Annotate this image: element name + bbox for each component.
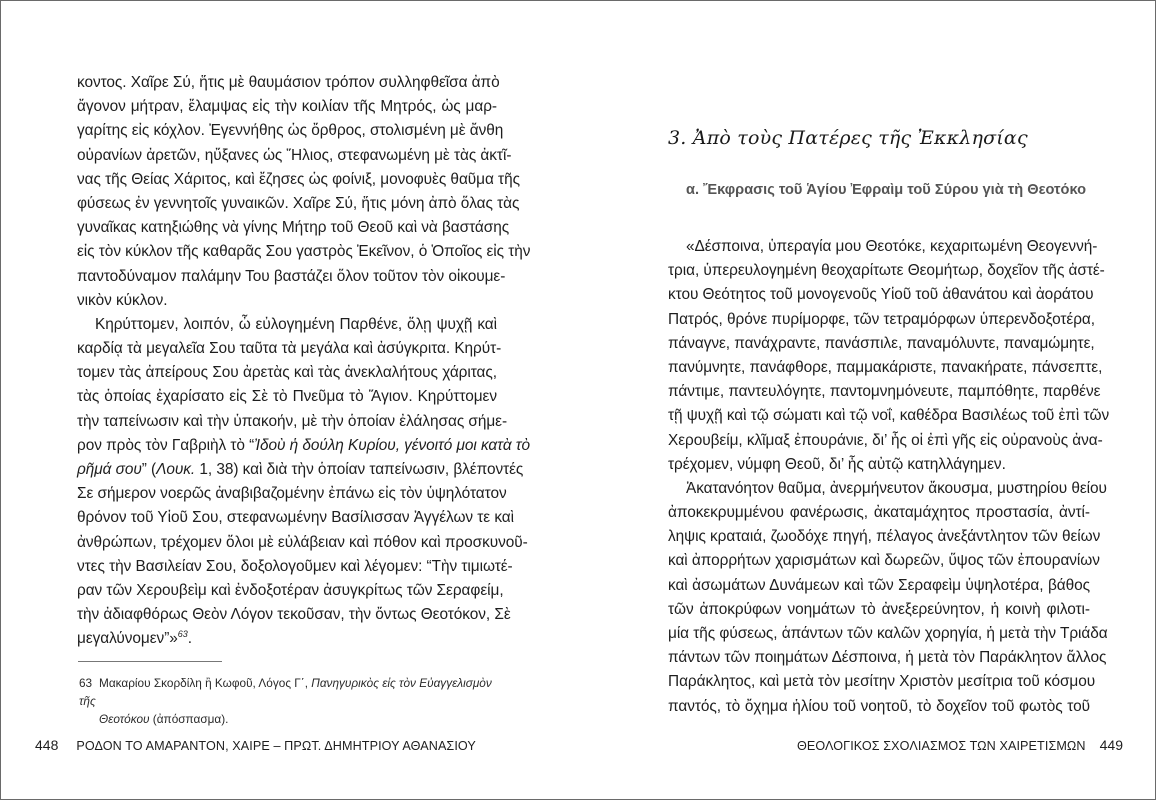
text-plain: ρον πρὸς τὸν Γαβριὴλ τὸ “ [77,436,255,454]
footnote-reference[interactable]: 63 [177,629,188,640]
text-line-quote-end [77,458,524,482]
text-line-quote [77,434,531,458]
text-line: ντες τὴν Βασιλείαν Σου, δοξολογοῦμεν καὶ λέγομεν: “Τὴν τιμιωτέ- [77,557,513,575]
text-line: Χερουβείμ, κλῖμαξ ἐπουράνιε, δι’ ἧς οἱ ἐπὶ γῆς εἰς οὐρανοὺς ἀνα- [668,431,1103,449]
footnote-continuation [79,710,509,728]
scripture-quote: Ἰδοὺ ἡ δούλη Κυρίου, γένοιτό μοι κατὰ τὸ [254,436,531,454]
text-line: Παράκλητος, καὶ μετὰ τὸν μεσίτην Χριστὸν μεσίτρια τοῦ κόσμου [668,673,1096,691]
footnote-number: 63 [79,676,93,690]
text-line: θρόνον τοῦ Υἱοῦ Σου, στεφανωμένην Βασίλισσαν Ἀγγέλων τε καὶ [77,509,515,527]
text-line: πανύμνητε, πανάφθορε, παμμακάριστε, πανακήρατε, πάνσεπτε, [668,358,1103,376]
text-plain: . [187,630,192,648]
right-page-body [668,235,1110,719]
text-line: καρδίᾳ τὰ μεγαλεῖα Σου ταῦτα τὰ μεγάλα καὶ ἀσύγκριτα. Κηρύτ- [77,340,502,358]
text-line: Κηρύττομεν, λοιπόν, ὦ εὐλογημένη Παρθένε, ὅλῃ ψυχῇ καὶ [95,315,497,333]
text-line: Ἀκατανόητον θαῦμα, ἀνερμήνευτον ἄκουσμα, μυστηρίου θείου [686,479,1107,497]
footnote-separator [78,661,222,662]
text-line: τὴν ἀδιαφθόρως Θεὸν Λόγον τεκοῦσαν, τὴν ὄντως Θεοτόκον, Σὲ [77,606,511,624]
text-line: κοντος. Χαῖρε Σύ, ἥτις μὲ θαυμάσιον τρόπον συλληφθεῖσα ἀπὸ [77,74,500,91]
paragraph-ephraim-praise [668,477,1108,719]
text-line: Πατρός, θρόνε πυρίμορφε, τῶν τετραμόρφων ὑπερενδοξοτέρα, [668,310,1095,328]
footnote [79,674,509,728]
section-heading: α. Ἔκφρασις τοῦ Ἁγίου Ἐφραὶμ τοῦ Σύρου γιὰ τὴ Θεοτόκο [686,182,1087,198]
text-line: οὐρανίων ἀρετῶν, ηὔξανες ὡς Ἥλιος, στεφανωμένη μὲ τὰς ἀκτῖ- [77,146,512,164]
text-line: γαρίτης εἰς κόχλον. Ἐγεννήθης ὡς ὄρθρος, στολισμένη μὲ ἄνθη [77,122,504,140]
text-line: κτου Θεότητος τοῦ μονογενοῦς Υἱοῦ τοῦ ἀθανάτου καὶ ἀοράτου [668,286,1094,304]
text-line: ραν τῶν Χερουβεὶμ καὶ ἐνδοξοτέραν ἀσυγκρίτως τῶν Σεραφείμ, [77,581,504,599]
text-line: νικὸν κύκλον. [77,291,168,309]
text-line: μία τῆς φύσεως, ἁπάντων τῶν καλῶν χορηγία, ἡ μετὰ τὴν Τριάδα [668,625,1108,642]
book-title: ΡΟΔΟΝ ΤΟ ΑΜΑΡΑΝΤΟΝ, ΧΑΙΡΕ – ΠΡΩΤ. ΔΗΜΗΤΡΙΟΥ ΑΘΑΝΑΣΙΟΥ [76,739,476,753]
paragraph-continued [77,71,531,313]
text-line: ληψις κραταιά, ζωοδόχε πηγή, πέλαγος ἀνεξάντλητον τῶν θείων [668,528,1101,546]
text-line: ἀνθρώπων, τρέχομεν ὅλοι μὲ εὐλάβειαν καὶ πόθον καὶ προσκυνοῦ- [77,533,528,551]
text-line: τρια, ὑπερευλογημένη θεοχαρίτωτε Θεομήτωρ, δοχεῖον τῆς ἀστέ- [668,262,1105,280]
left-page-body [77,71,531,652]
text-line: καὶ ἀπορρήτων χαρισμάτων καὶ δωρεῶν, ὕψος τῶν ἐπουρανίων [668,552,1100,570]
running-footer-right [797,737,1123,753]
scripture-quote: ρῆμά σου [77,461,142,478]
running-footer-left [35,737,476,753]
text-line: πάναγνε, πανάχραντε, πανάσπιλε, παναμόλυντε, παναμώμητε, [668,334,1095,352]
page-number: 449 [1099,737,1123,753]
text-line: πάντιμε, παντευλόγητε, παντομνημόνευτε, παμπόθητε, παρθένε [668,383,1101,401]
footnote-work-title: Θεοτόκου [99,712,150,726]
text-line: καὶ ἀσωμάτων Δυνάμεων καὶ τῶν Σεραφεὶμ ὑψηλοτέρα, βάθος [668,576,1090,594]
text-line: Σε σήμερον νοερῶς ἀναβιβαζομένην ἐπάνω εἰς τὸν ὑψηλότατον [77,485,507,503]
text-line-last [77,627,497,651]
text-line: ἄγονον μήτραν, ἔλαμψας εἰς τὴν κοιλίαν τῆς Μητρός, ὡς μαρ- [77,98,497,116]
footnote-text: Μακαρίου Σκορδίλη ἢ Κωφοῦ, Λόγος Γ΄, [99,676,312,690]
text-line: παντοδύναμον παλάμην Του βαστάζει ὅλον τοῦτον τὸν οἰκουμε- [77,267,506,285]
paragraph-proclamation [77,313,531,652]
text-line: τῇ ψυχῇ καὶ τῷ σώματι καὶ τῷ νοΐ, καθέδρα Βασιλέως τοῦ ἐπὶ τῶν [668,407,1110,425]
text-line: παντός, τὸ ὄχημα ἡλίου τοῦ νοητοῦ, τὸ δοχεῖον τοῦ φωτὸς τοῦ [668,697,1090,715]
chapter-heading: 3. Ἀπὸ τοὺς Πατέρες τῆς Ἐκκλησίας [668,127,1028,149]
text-line: φύσεως ἐν γεννητοῖς γυναικῶν. Χαῖρε Σύ, ἥτις μόνη ἀπὸ ὅλας τὰς [77,194,520,212]
page-number: 448 [35,737,59,753]
text-line: τομεν τὰς ἀπείρους Σου ἀρετὰς καὶ τὰς ἀνεκλαλήτους χάριτας, [77,364,497,382]
text-line: τὰς ὁποίας ἐχαρίσατο εἰς Σὲ τὸ Πνεῦμα τὸ Ἅγιον. Κηρύττομεν [77,388,497,406]
text-line: γυναῖκας κατηξιώθης νὰ γίνης Μήτηρ τοῦ Θεοῦ καὶ νὰ βαστάσης [77,219,510,237]
text-line: εἰς τὸν κύκλον τῆς καθαρᾶς Σου γαστρὸς Ἐκεῖνον, ὁ Ὁποῖος εἰς τὴν [77,243,531,261]
scripture-reference: Λουκ. [156,461,196,478]
text-plain: 1, 38) καὶ διὰ τὴν ὁποίαν ταπείνωσιν, βλέποντές [195,461,524,478]
text-line: «Δέσποινα, ὑπεραγία μου Θεοτόκε, κεχαριτωμένη Θεογεννή- [686,238,1098,255]
paragraph-ephraim-prayer [668,235,1110,477]
book-section-title: ΘΕΟΛΟΓΙΚΟΣ ΣΧΟΛΙΑΣΜΟΣ ΤΩΝ ΧΑΙΡΕΤΙΣΜΩΝ [796,739,1086,753]
text-plain: ” ( [141,461,157,478]
text-line: ἀποκεκρυμμένου φανέρωσις, ἀκαταμάχητος προστασία, ἀντί- [668,504,1090,522]
text-line: νας τῆς Θείας Χάριτος, καὶ ἔζησες ὡς φοίνιξ, μονοφυὲς θαῦμα τῆς [77,170,520,188]
text-line: τρέχομεν, νύμφη Θεοῦ, δι’ ἧς αὐτῷ κατηλλάγημεν. [668,455,1006,473]
footnote-text: (ἀπόσπασμα). [149,712,229,726]
footnote-work-title: Πανηγυρικὸς εἰς τὸν Εὐαγγελισμὸν τῆς [79,676,492,708]
text-line: τῶν ἀποκρύφων νοημάτων τὸ ἀνεξερεύνητον, ἡ κοινὴ φιλοτι- [668,600,1090,618]
text-line: τὴν ταπείνωσιν καὶ τὴν ὑπακοήν, μὲ τὴν ὁποίαν ἐλάλησας σήμε- [77,412,508,430]
right-page [578,0,1156,800]
text-line: πάντων τῶν ποιημάτων Δέσποινα, ἡ μετὰ τὸν Παράκλητον ἄλλος [668,649,1107,667]
text-plain: μεγαλύνομεν”» [77,630,178,648]
